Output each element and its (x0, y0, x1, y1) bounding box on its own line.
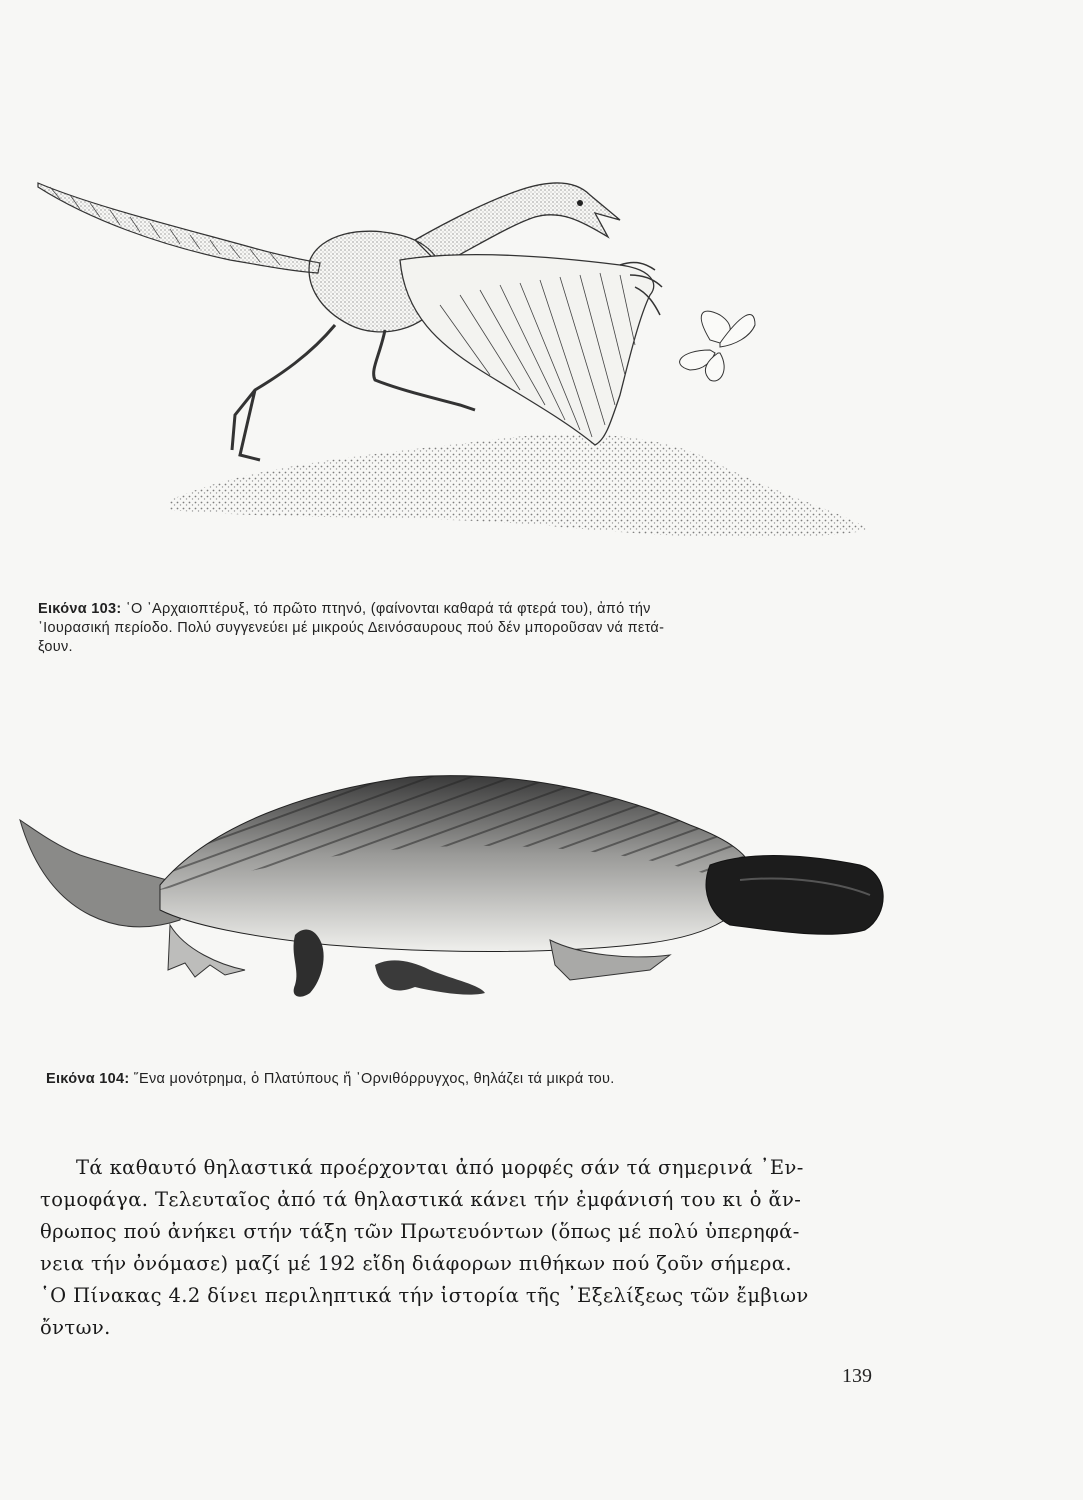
archaeopteryx-illustration (20, 165, 900, 585)
body-line-5: ῾Ο Πίνακας 4.2 δίνει περιληπτικά τήν ἱστορία τῆς ᾿Εξελίξεως τῶν ἔμβιων (40, 1284, 809, 1307)
body-line-4: νεια τήν ὀνόμασε) μαζί μέ 192 εἴδη διάφορων πιθήκων πού ζοῦν σήμερα. (40, 1252, 792, 1275)
figure-104-caption-text: ῞Ενα μονότρημα, ὁ Πλατύπους ἤ ᾿Ορνιθόρρυγχος, θηλάζει τά μικρά του. (133, 1071, 615, 1087)
figure-103-caption (38, 600, 898, 657)
body-line-2: τομοφάγα. Τελευταῖος ἀπό τά θηλαστικά κάνει τήν ἐμφάνισή του κι ὁ ἄν- (40, 1188, 802, 1211)
figure-104-label: Εικόνα 104: (46, 1071, 130, 1087)
page-number: 139 (842, 1365, 872, 1387)
figure-103-caption-line-2: ᾿Ιουρασική περίοδο. Πολύ συγγενεύει μέ μικρούς Δεινόσαυρους πού δέν μποροῦσαν νά πετά- (38, 620, 665, 636)
body-line-3: θρωπος πού ἀνήκει στήν τάξη τῶν Πρωτευόντων (ὅπως μέ πολύ ὑπερηφά- (40, 1220, 800, 1243)
platypus-illustration (10, 765, 910, 1030)
figure-103-label: Εικόνα 103: (38, 601, 122, 617)
body-paragraph (40, 1152, 900, 1344)
figure-104-caption (46, 1070, 886, 1089)
figure-103-caption-text-1: ῾Ο ᾿Αρχαιοπτέρυξ, τό πρῶτο πτηνό, (φαίνονται καθαρά τά φτερά του), ἀπό τήν (125, 601, 651, 617)
figure-103-caption-line-3: ξουν. (38, 639, 73, 655)
body-line-6: ὄντων. (40, 1316, 111, 1339)
figure-103-caption-line-1 (38, 600, 898, 619)
body-line-1: Τά καθαυτό θηλαστικά προέρχονται ἀπό μορφές σάν τά σημερινά ᾿Εν- (76, 1156, 804, 1179)
